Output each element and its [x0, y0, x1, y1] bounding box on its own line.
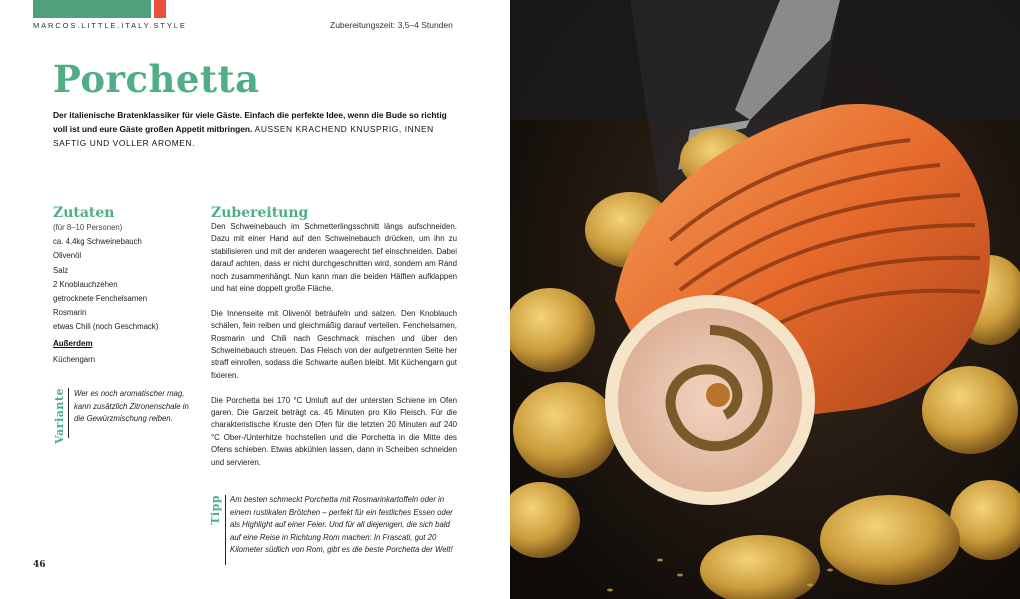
prep-time: Zubereitungszeit: 3,5–4 Stunden	[330, 20, 453, 30]
ingredient-item: Rosmarin	[53, 308, 87, 318]
tipp-divider	[225, 495, 226, 565]
preparation-heading: Zubereitung	[211, 205, 309, 221]
intro-caps: AUSSEN KRACHEND KNUSPRIG, INNEN SAFTIG UND VOLLER AROMEN.	[53, 124, 434, 148]
ingredient-item: Olivenöl	[53, 251, 82, 261]
ingredients-list	[53, 221, 203, 335]
porchetta-illustration	[510, 0, 1020, 599]
tipp-text: Am besten schmeckt Porchetta mit Rosmarinkartoffeln oder in einem rustikalen Brötchen – perfekt für ein festliches Essen oder als Highlight auf einer Feier. Und für all diejenigen, die sich bald auf eine Reise in Richtung Rom machen: In Frascati, gut 20 Kilometer südlich von Rom, gibt es die beste Porchetta der Welt!	[230, 495, 453, 554]
ingredient-item: Salz	[53, 265, 69, 275]
ingredients-heading: Zutaten	[53, 205, 115, 221]
header-bar-green	[33, 0, 151, 18]
preparation-text	[211, 221, 457, 481]
porchetta-photo	[510, 0, 1020, 599]
brand-name: MARCOS.LITTLE.ITALY.STYLE	[33, 21, 187, 30]
preparation-paragraph: Den Schweinebauch im Schmetterlingsschnitt längs aufschneiden. Dazu mit einer Hand auf den Schweinebauch drücken, um ihn zu stabilisieren und mit der anderen waagerecht tief einschneiden. Dabei darauf achten, dass er nicht durchgeschnitten wird, sondern am Rand noch zusammenhängt. Nun kann man die beiden Hälften aufklappen und hat eine doppelt große Fläche.	[211, 222, 457, 294]
variante-text: Wer es noch aromatischer mag, kann zusätzlich Zitronenschale in die Gewürzmischung reiben.	[74, 389, 189, 423]
ingredient-item: etwas Chili (noch Geschmack)	[53, 322, 159, 332]
variante-label: Variante	[53, 388, 66, 444]
servings: (für 8–10 Personen)	[53, 223, 123, 232]
extra-heading: Außerdem	[53, 339, 93, 348]
ingredient-item: getrocknete Fenchelsamen	[53, 294, 148, 304]
ingredient-item: ca. 4,4kg Schweinebauch	[53, 237, 142, 247]
tipp-label: Tipp	[209, 495, 222, 525]
ingredient-item: 2 Knoblauchzehen	[53, 279, 118, 289]
header-bar-red	[154, 0, 166, 18]
preparation-paragraph: Die Porchetta bei 170 °C Umluft auf der untersten Schiene im Ofen garen. Die Garzeit beträgt ca. 45 Minuten pro Kilo Fleisch. Für die charakteristische Kruste den Ofen für die letzten 20 Minuten auf 240 °C Ober-/Unterhitze hochstellen und die Porchetta in die Mitte des Ofens schieben. Etwas abkühlen lassen, dann in Scheiben schneiden und servieren.	[211, 395, 457, 467]
recipe-intro	[53, 108, 461, 150]
recipe-title: Porchetta	[53, 57, 260, 101]
page-number: 46	[33, 560, 46, 570]
variante-divider	[68, 388, 69, 438]
extra-item: Küchengarn	[53, 355, 96, 364]
intro-bold: Der italienische Bratenklassiker für viele Gäste. Einfach die perfekte Idee, wenn die Bude so richtig voll ist und eure Gäste großen Appetit mitbringen.	[53, 110, 447, 134]
preparation-paragraph: Die Innenseite mit Olivenöl beträufeln und salzen. Den Knoblauch schälen, fein reiben und gleichmäßig darauf verteilen. Fenchelsamen, Rosmarin und Chili nach Geschmack mischen und über den Schweinebauch streuen. Das Fleisch von der aufgetrennten Seite her straff einrollen, sodass die Schwarte außen bleibt. Mit Küchengarn gut fixieren.	[211, 308, 457, 380]
